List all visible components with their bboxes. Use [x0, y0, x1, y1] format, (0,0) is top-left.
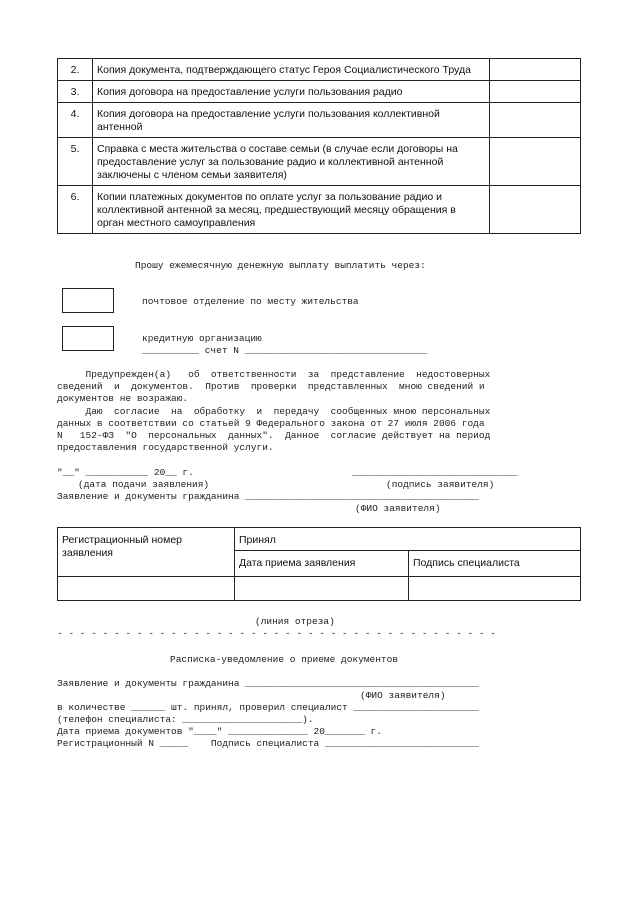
document-name: Справка с места жительства о составе семьи (в случае если договоры на предоставление услуг за пользование радио и коллективной антенной заключены с членом семьи заявителя) — [93, 138, 490, 186]
registration-table — [57, 527, 581, 601]
document-number: 4. — [58, 103, 93, 138]
document-mark-cell[interactable] — [490, 186, 581, 234]
applicant-documents-line[interactable]: Заявление и документы гражданина _________________________________________ — [57, 491, 479, 502]
document-number: 6. — [58, 186, 93, 234]
consent-line-2: данных в соответствии со статьей 9 Федерального закона от 27 июля 2006 года — [57, 418, 485, 429]
documents-table — [57, 58, 581, 234]
accepted-header: Принял — [235, 528, 581, 551]
cut-line-caption: (линия отреза) — [255, 616, 335, 627]
document-mark-cell[interactable] — [490, 81, 581, 103]
applicant-signature-field[interactable]: _____________________________ — [352, 467, 518, 478]
document-row — [58, 186, 581, 234]
receipt-quantity-line[interactable]: в количестве ______ шт. принял, проверил специалист ______________________ — [57, 702, 479, 713]
specialist-sign-header: Подпись специалиста — [409, 551, 581, 577]
date-received-cell[interactable] — [235, 577, 409, 601]
document-name: Копия документа, подтверждающего статус Героя Социалистического Труда — [93, 59, 490, 81]
consent-line-1: Даю согласие на обработку и передачу сообщенных мною персональных — [57, 406, 491, 417]
consent-line-4: предоставления государственной услуги. — [57, 442, 274, 453]
cut-line: - - - - - - - - - - - - - - - - - - - - - - - - - - - - - - - - - - - - - - - — [57, 628, 496, 639]
post-office-checkbox[interactable] — [62, 288, 114, 313]
receipt-phone-line[interactable]: (телефон специалиста: _____________________). — [57, 714, 314, 725]
date-received-header: Дата приема заявления — [235, 551, 409, 577]
payment-heading: Прошу ежемесячную денежную выплату выплатить через: — [135, 260, 426, 271]
warning-line-1: Предупрежден(а) об ответственности за представление недостоверных — [57, 369, 491, 380]
document-row — [58, 103, 581, 138]
document-number: 3. — [58, 81, 93, 103]
receipt-title: Расписка-уведомление о приеме документов — [170, 654, 399, 665]
signature-caption: (подпись заявителя) — [386, 479, 495, 490]
account-number-field[interactable]: __________ счет N ________________________________ — [142, 345, 428, 356]
document-row — [58, 81, 581, 103]
document-row — [58, 138, 581, 186]
document-mark-cell[interactable] — [490, 59, 581, 81]
document-number: 5. — [58, 138, 93, 186]
receipt-reg-number-line[interactable]: Регистрационный N _____ Подпись специалиста ___________________________ — [57, 738, 479, 749]
document-row — [58, 59, 581, 81]
application-date-field[interactable]: "__" ___________ 20__ г. — [57, 467, 194, 478]
document-name: Копия договора на предоставление услуги пользования коллективной антенной — [93, 103, 490, 138]
document-mark-cell[interactable] — [490, 103, 581, 138]
bank-checkbox[interactable] — [62, 326, 114, 351]
receipt-fio-caption: (ФИО заявителя) — [360, 690, 446, 701]
document-number: 2. — [58, 59, 93, 81]
document-name: Копии платежных документов по оплате услуг за пользование радио и коллективной антенной за месяц, предшествующий месяцу обращения в орган местного самоуправления — [93, 186, 490, 234]
post-office-label: почтовое отделение по месту жительства — [142, 296, 359, 307]
specialist-sign-cell[interactable] — [409, 577, 581, 601]
reg-number-cell[interactable] — [58, 577, 235, 601]
receipt-documents-line[interactable]: Заявление и документы гражданина _________________________________________ — [57, 678, 479, 689]
reg-number-header: Регистрационный номер заявления — [58, 528, 235, 577]
warning-line-3: документов не возражаю. — [57, 393, 189, 404]
date-caption: (дата подачи заявления) — [78, 479, 210, 490]
document-name: Копия договора на предоставление услуги пользования радио — [93, 81, 490, 103]
consent-line-3: N 152-ФЗ "О персональных данных". Данное согласие действует на период — [57, 430, 491, 441]
warning-line-2: сведений и документов. Против проверки представленных мною сведений и — [57, 381, 485, 392]
bank-label: кредитную организацию — [142, 333, 262, 344]
receipt-date-line[interactable]: Дата приема документов "____" ______________ 20_______ г. — [57, 726, 382, 737]
fio-caption: (ФИО заявителя) — [355, 503, 441, 514]
document-mark-cell[interactable] — [490, 138, 581, 186]
